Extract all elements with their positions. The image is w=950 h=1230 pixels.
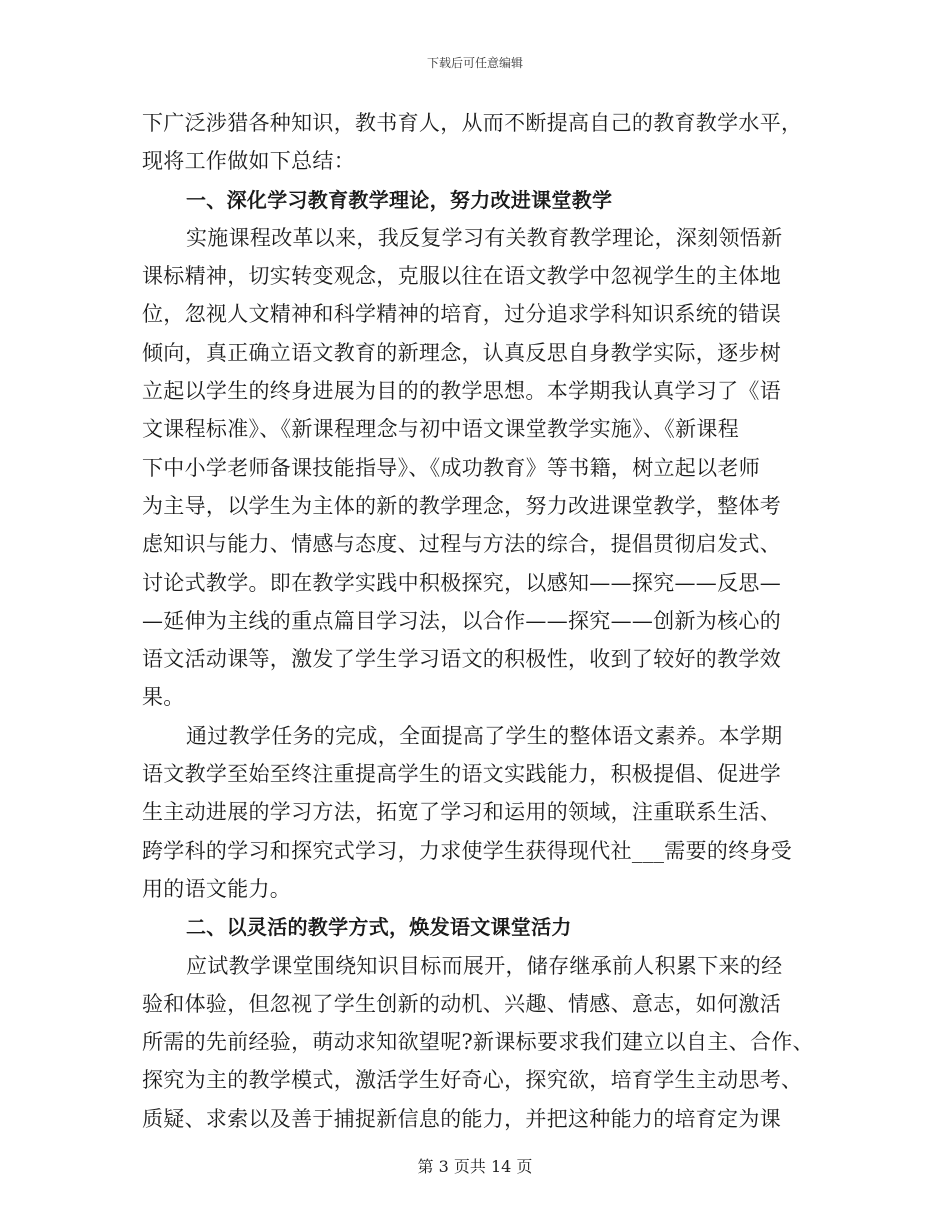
paragraph-line: 生主动进展的学习方法，拓宽了学习和运用的领域，注重联系生活、 <box>142 800 781 825</box>
paragraph-line: 位，忽视人文精神和科学精神的培育，过分追求学科知识系统的错误 <box>142 302 781 327</box>
section-heading-2: 二、以灵活的教学方式，焕发语文课堂活力 <box>186 915 572 940</box>
paragraph-line: 讨论式教学。即在教学实践中积极探究，以感知——探究——反思— <box>142 570 781 595</box>
paragraph-line: 立起以学生的终身进展为目的的教学思想。本学期我认真学习了《语 <box>142 379 781 404</box>
paragraph-line: 下广泛涉猎各种知识，教书育人，从而不断提高自己的教育教学水平， <box>142 111 803 135</box>
paragraph-line: 课标精神，切实转变观念，克服以往在语文教学中忽视学生的主体地 <box>142 264 781 289</box>
paragraph-line: 语文活动课等，激发了学生学习语文的积极性，收到了较好的教学效 <box>142 647 781 672</box>
paragraph-line: 实施课程改革以来，我反复学习有关教育教学理论，深刻领悟新 <box>186 225 783 250</box>
document-body <box>142 104 822 1138</box>
paragraph-line: 为主导，以学生为主体的新的教学理念，努力改进课堂教学，整体考 <box>142 493 781 518</box>
paragraph-line: 语文教学至始至终注重提高学生的语文实践能力，积极提倡、促进学 <box>142 762 781 787</box>
paragraph-line: 虑知识与能力、情感与态度、过程与方法的综合，提倡贯彻启发式、 <box>142 532 781 557</box>
section-heading-1: 一、深化学习教育教学理论，努力改进课堂教学 <box>186 187 613 212</box>
paragraph-line: 应试教学课堂围绕知识目标而展开，储存继承前人积累下来的经 <box>186 953 783 978</box>
paragraph-line: 跨学科的学习和探究式学习，力求使学生获得现代社___需要的终身受 <box>142 838 793 863</box>
paragraph-line: 果。 <box>142 685 185 710</box>
page-header: 下载后可任意编辑 <box>426 56 523 70</box>
paragraph-line: 通过教学任务的完成，全面提高了学生的整体语文素养。本学期 <box>186 723 783 748</box>
paragraph-line: 质疑、求索以及善于捕捉新信息的能力，并把这种能力的培育定为课 <box>142 1106 781 1131</box>
paragraph-line: 文课程标准》、《新课程理念与初中语文课堂教学实施》、《新课程 <box>142 417 739 442</box>
paragraph-line: 所需的先前经验，萌动求知欲望呢?新课标要求我们建立以自主、合作、 <box>142 1030 814 1055</box>
paragraph-line: —延伸为主线的重点篇目学习法，以合作——探究——创新为核心的 <box>142 608 781 633</box>
paragraph-line: 倾向，真正确立语文教育的新理念，认真反思自身教学实际，逐步树 <box>142 340 781 365</box>
paragraph-line: 下中小学老师备课技能指导》、《成功教育》等书籍，树立起以老师 <box>142 455 760 480</box>
paragraph-line: 现将工作做如下总结： <box>142 149 355 174</box>
paragraph-line: 用的语文能力。 <box>142 876 292 901</box>
page-footer: 第 3 页共 14 页 <box>417 1157 533 1176</box>
paragraph-line: 验和体验，但忽视了学生创新的动机、兴趣、情感、意志，如何激活 <box>142 991 781 1016</box>
paragraph-line: 探究为主的教学模式，激活学生好奇心，探究欲，培育学生主动思考、 <box>142 1068 803 1093</box>
